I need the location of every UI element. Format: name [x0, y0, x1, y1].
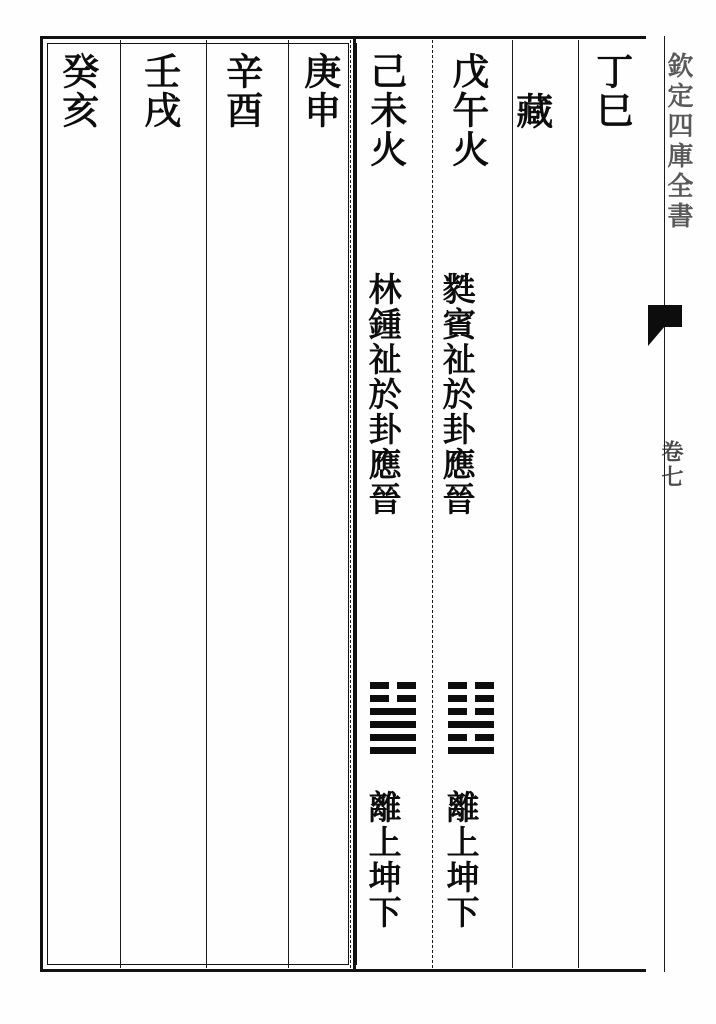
column-heading-renxu: 壬戌 [137, 52, 182, 130]
hexagram-line-5 [370, 734, 416, 741]
column-body-jiweihuo: 林鍾祉於卦應晉 [363, 272, 403, 517]
hexagram-line-6 [448, 747, 494, 754]
column-heading-wuwuhuo: 戊午火 [445, 52, 490, 169]
hexagram-line-5 [448, 734, 494, 741]
column-body-wuwuhuo: 㽔賓祉於卦應晉 [437, 272, 477, 517]
column-rule-6 [512, 40, 513, 968]
hexagram-line-6 [370, 747, 416, 754]
hexagram-line-3 [448, 708, 494, 715]
column-rule-1 [120, 40, 121, 968]
column-heading-xinyou: 辛酉 [219, 52, 264, 130]
hexagram-right [448, 682, 494, 760]
hexagram-line-1 [370, 682, 416, 689]
column-heading-cang: 藏 [509, 92, 554, 131]
hexagram-label-left: 離上坤下 [363, 790, 403, 930]
hexagram-line-4 [370, 721, 416, 728]
column-rule-7 [578, 40, 579, 968]
margin-book-title: 欽定四庫全書 [663, 52, 693, 232]
column-heading-dingsi: 丁巳 [589, 52, 634, 130]
column-rule-2 [206, 40, 207, 968]
hexagram-line-2 [448, 695, 494, 702]
column-rule-3 [288, 40, 289, 968]
text-block-frame-inner [47, 43, 349, 965]
hexagram-line-2 [370, 695, 416, 702]
column-heading-guihai: 癸亥 [55, 52, 100, 130]
hexagram-line-3 [370, 708, 416, 715]
column-heading-jiweihuo: 己未火 [363, 52, 408, 169]
text-block-frame-left [40, 36, 356, 972]
hexagram-line-1 [448, 682, 494, 689]
fishtail-mark [648, 305, 682, 345]
hexagram-line-4 [448, 721, 494, 728]
column-rule-5 [432, 40, 433, 968]
column-heading-gengshen: 庚申 [297, 52, 342, 130]
column-rule-4 [350, 40, 351, 968]
hexagram-label-right: 離上坤下 [441, 790, 481, 930]
hexagram-left [370, 682, 416, 760]
margin-juan-number: 卷七 [658, 440, 684, 490]
